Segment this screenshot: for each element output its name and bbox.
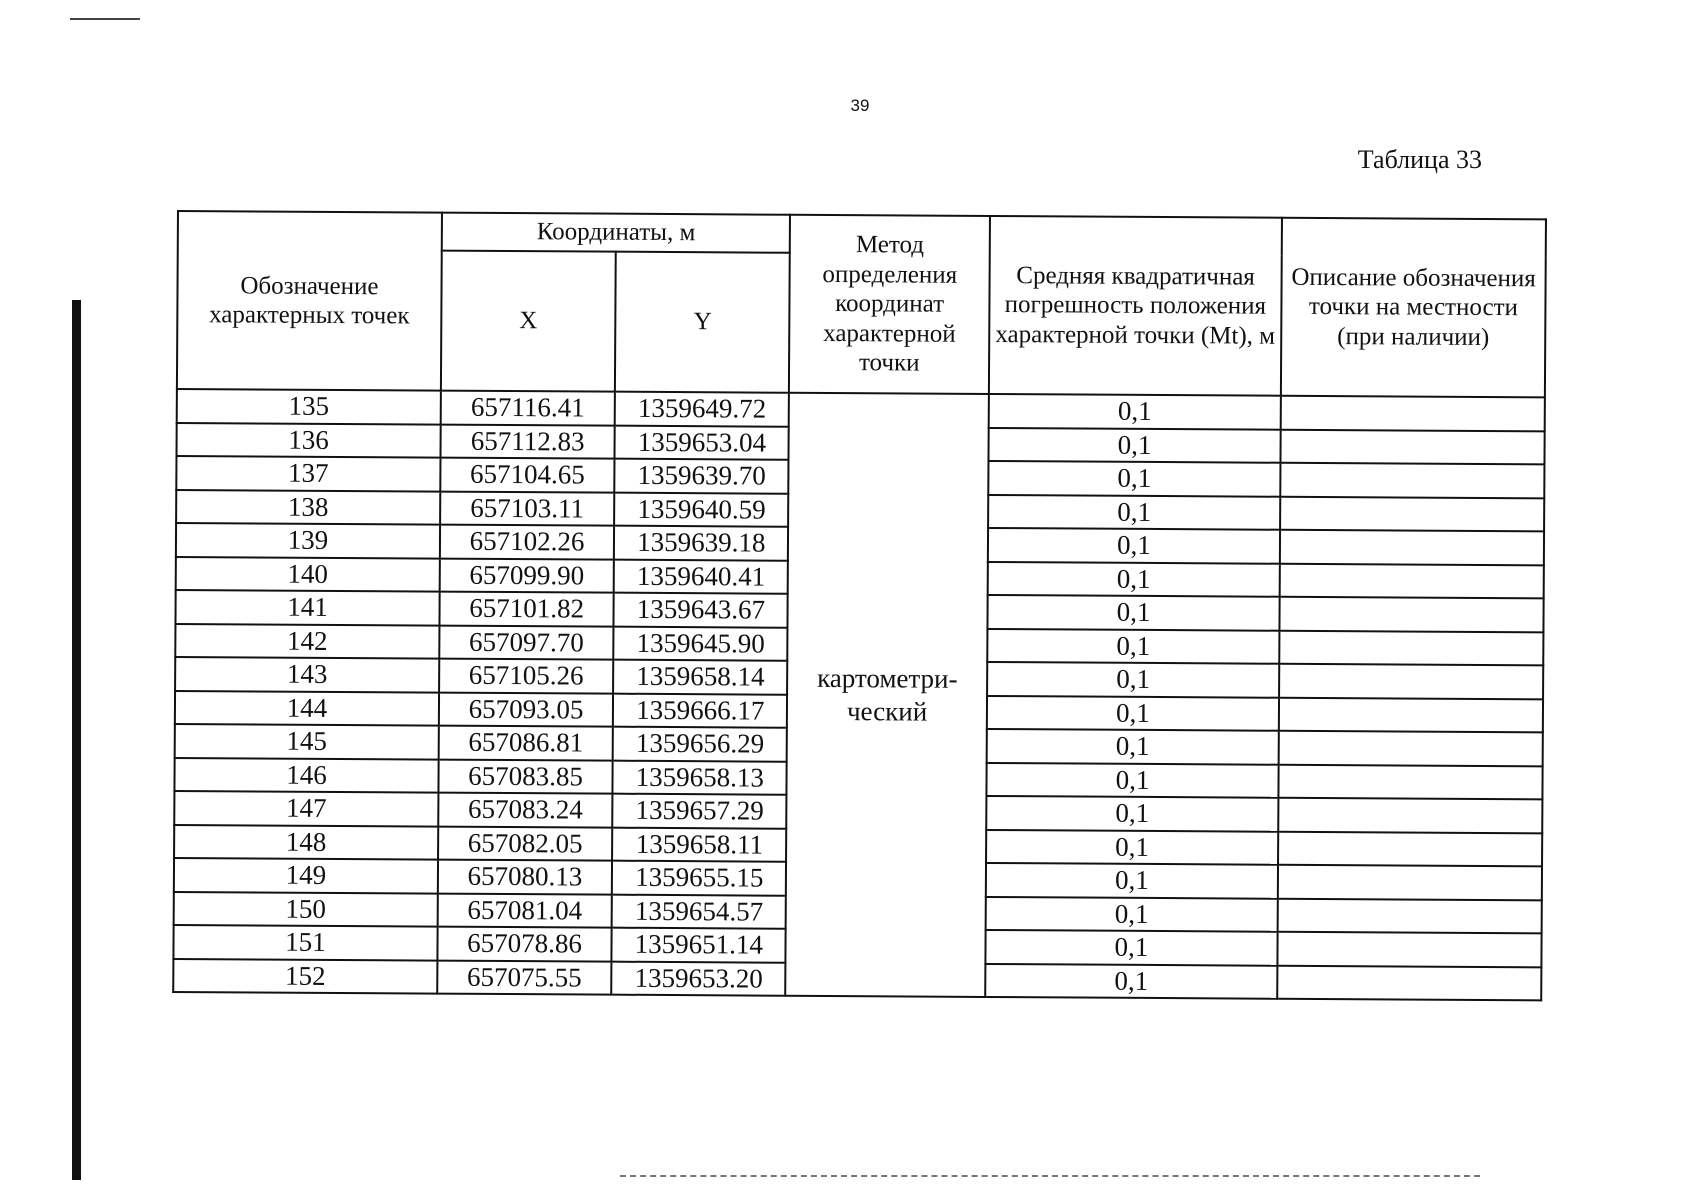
cell-y: 1359651.14	[612, 928, 786, 963]
table-caption: Таблица 33	[1357, 145, 1482, 174]
cell-mt: 0,1	[985, 930, 1277, 965]
scan-artifact-top-line	[70, 18, 140, 20]
cell-mt: 0,1	[986, 796, 1278, 831]
cell-y: 1359645.90	[613, 626, 787, 661]
cell-y: 1359658.14	[613, 660, 787, 695]
cell-x: 657086.81	[439, 726, 613, 761]
cell-point: 144	[175, 690, 439, 725]
cell-x: 657083.24	[438, 793, 612, 828]
cell-mt: 0,1	[987, 729, 1279, 764]
cell-point: 139	[176, 523, 440, 558]
cell-y: 1359643.67	[614, 593, 788, 628]
cell-y: 1359639.18	[614, 526, 788, 561]
header-x: X	[441, 251, 616, 392]
cell-x: 657097.70	[439, 625, 613, 660]
cell-x: 657112.83	[440, 424, 614, 459]
cell-point: 145	[175, 724, 439, 759]
header-point-designation: Обозначение характерных точек	[177, 211, 442, 391]
cell-x: 657101.82	[439, 592, 613, 627]
cell-y: 1359658.11	[612, 827, 786, 862]
cell-mt: 0,1	[988, 427, 1280, 462]
cell-description	[1279, 731, 1543, 766]
cell-mt: 0,1	[986, 896, 1278, 931]
coordinates-table	[172, 210, 1547, 1001]
cell-y: 1359639.70	[614, 459, 788, 494]
cell-mt: 0,1	[986, 762, 1278, 797]
cell-description	[1277, 965, 1541, 1000]
cell-method: картометри-ческий	[786, 393, 989, 997]
cell-point: 136	[176, 423, 440, 458]
cell-mt: 0,1	[985, 963, 1277, 998]
cell-description	[1281, 396, 1545, 431]
cell-description	[1280, 496, 1544, 531]
cell-point: 143	[175, 657, 439, 692]
cell-x: 657105.26	[439, 659, 613, 694]
cell-point: 137	[176, 456, 440, 491]
scan-artifact-bottom-dash	[620, 1175, 1480, 1177]
cell-point: 151	[173, 925, 437, 960]
cell-mt: 0,1	[987, 628, 1279, 663]
cell-x: 657083.85	[438, 759, 612, 794]
cell-x: 657093.05	[439, 692, 613, 727]
cell-point: 146	[174, 757, 438, 792]
cell-mt: 0,1	[987, 695, 1279, 730]
header-description: Описание обозначения точки на местности (при наличии)	[1281, 218, 1546, 398]
cell-point: 147	[174, 791, 438, 826]
cell-x: 657078.86	[437, 927, 611, 962]
cell-x: 657081.04	[438, 893, 612, 928]
cell-y: 1359666.17	[613, 693, 787, 728]
table-body	[173, 389, 1545, 1000]
cell-x: 657075.55	[437, 960, 611, 995]
cell-x: 657103.11	[440, 491, 614, 526]
header-coordinates: Координаты, м	[442, 213, 791, 253]
cell-point: 142	[175, 623, 439, 658]
cell-point: 149	[174, 858, 438, 893]
cell-description	[1277, 932, 1541, 967]
cell-description	[1279, 597, 1543, 632]
cell-x: 657082.05	[438, 826, 612, 861]
header-error: Средняя квадратичная погрешность положения характерной точки (Mt), м	[989, 216, 1282, 396]
cell-y: 1359653.04	[615, 425, 789, 460]
cell-description	[1280, 563, 1544, 598]
cell-description	[1278, 831, 1542, 866]
cell-description	[1280, 463, 1544, 498]
cell-x: 657080.13	[438, 860, 612, 895]
cell-description	[1280, 530, 1544, 565]
cell-y: 1359640.41	[614, 559, 788, 594]
cell-y: 1359656.29	[613, 727, 787, 762]
cell-description	[1278, 798, 1542, 833]
cell-description	[1279, 630, 1543, 665]
cell-y: 1359657.29	[612, 794, 786, 829]
cell-y: 1359649.72	[615, 392, 789, 427]
cell-mt: 0,1	[988, 528, 1280, 563]
cell-x: 657104.65	[440, 458, 614, 493]
cell-y: 1359655.15	[612, 861, 786, 896]
cell-mt: 0,1	[986, 829, 1278, 864]
cell-description	[1278, 865, 1542, 900]
cell-description	[1279, 664, 1543, 699]
cell-x: 657099.90	[440, 558, 614, 593]
cell-y: 1359640.59	[614, 492, 788, 527]
table-header	[177, 211, 1546, 397]
cell-mt: 0,1	[988, 461, 1280, 496]
cell-point: 152	[173, 958, 437, 993]
cell-point: 148	[174, 824, 438, 859]
cell-description	[1278, 898, 1542, 933]
cell-point: 141	[175, 590, 439, 625]
cell-point: 138	[176, 490, 440, 525]
cell-y: 1359654.57	[612, 894, 786, 929]
page-number: 39	[850, 96, 870, 115]
header-method: Метод определения координат характерной точки	[789, 215, 990, 394]
cell-point: 140	[176, 556, 440, 591]
header-y: Y	[615, 252, 790, 393]
cell-mt: 0,1	[987, 595, 1279, 630]
cell-description	[1281, 429, 1545, 464]
cell-mt: 0,1	[988, 561, 1280, 596]
cell-point: 150	[174, 891, 438, 926]
cell-y: 1359653.20	[611, 961, 785, 996]
cell-description	[1279, 697, 1543, 732]
cell-x: 657116.41	[441, 391, 615, 426]
cell-mt: 0,1	[987, 662, 1279, 697]
cell-y: 1359658.13	[613, 760, 787, 795]
cell-mt: 0,1	[989, 394, 1281, 429]
cell-mt: 0,1	[986, 863, 1278, 898]
cell-x: 657102.26	[440, 525, 614, 560]
scan-artifact-left-bar	[72, 300, 81, 1180]
cell-mt: 0,1	[988, 494, 1280, 529]
cell-description	[1278, 764, 1542, 799]
cell-point: 135	[177, 389, 441, 424]
